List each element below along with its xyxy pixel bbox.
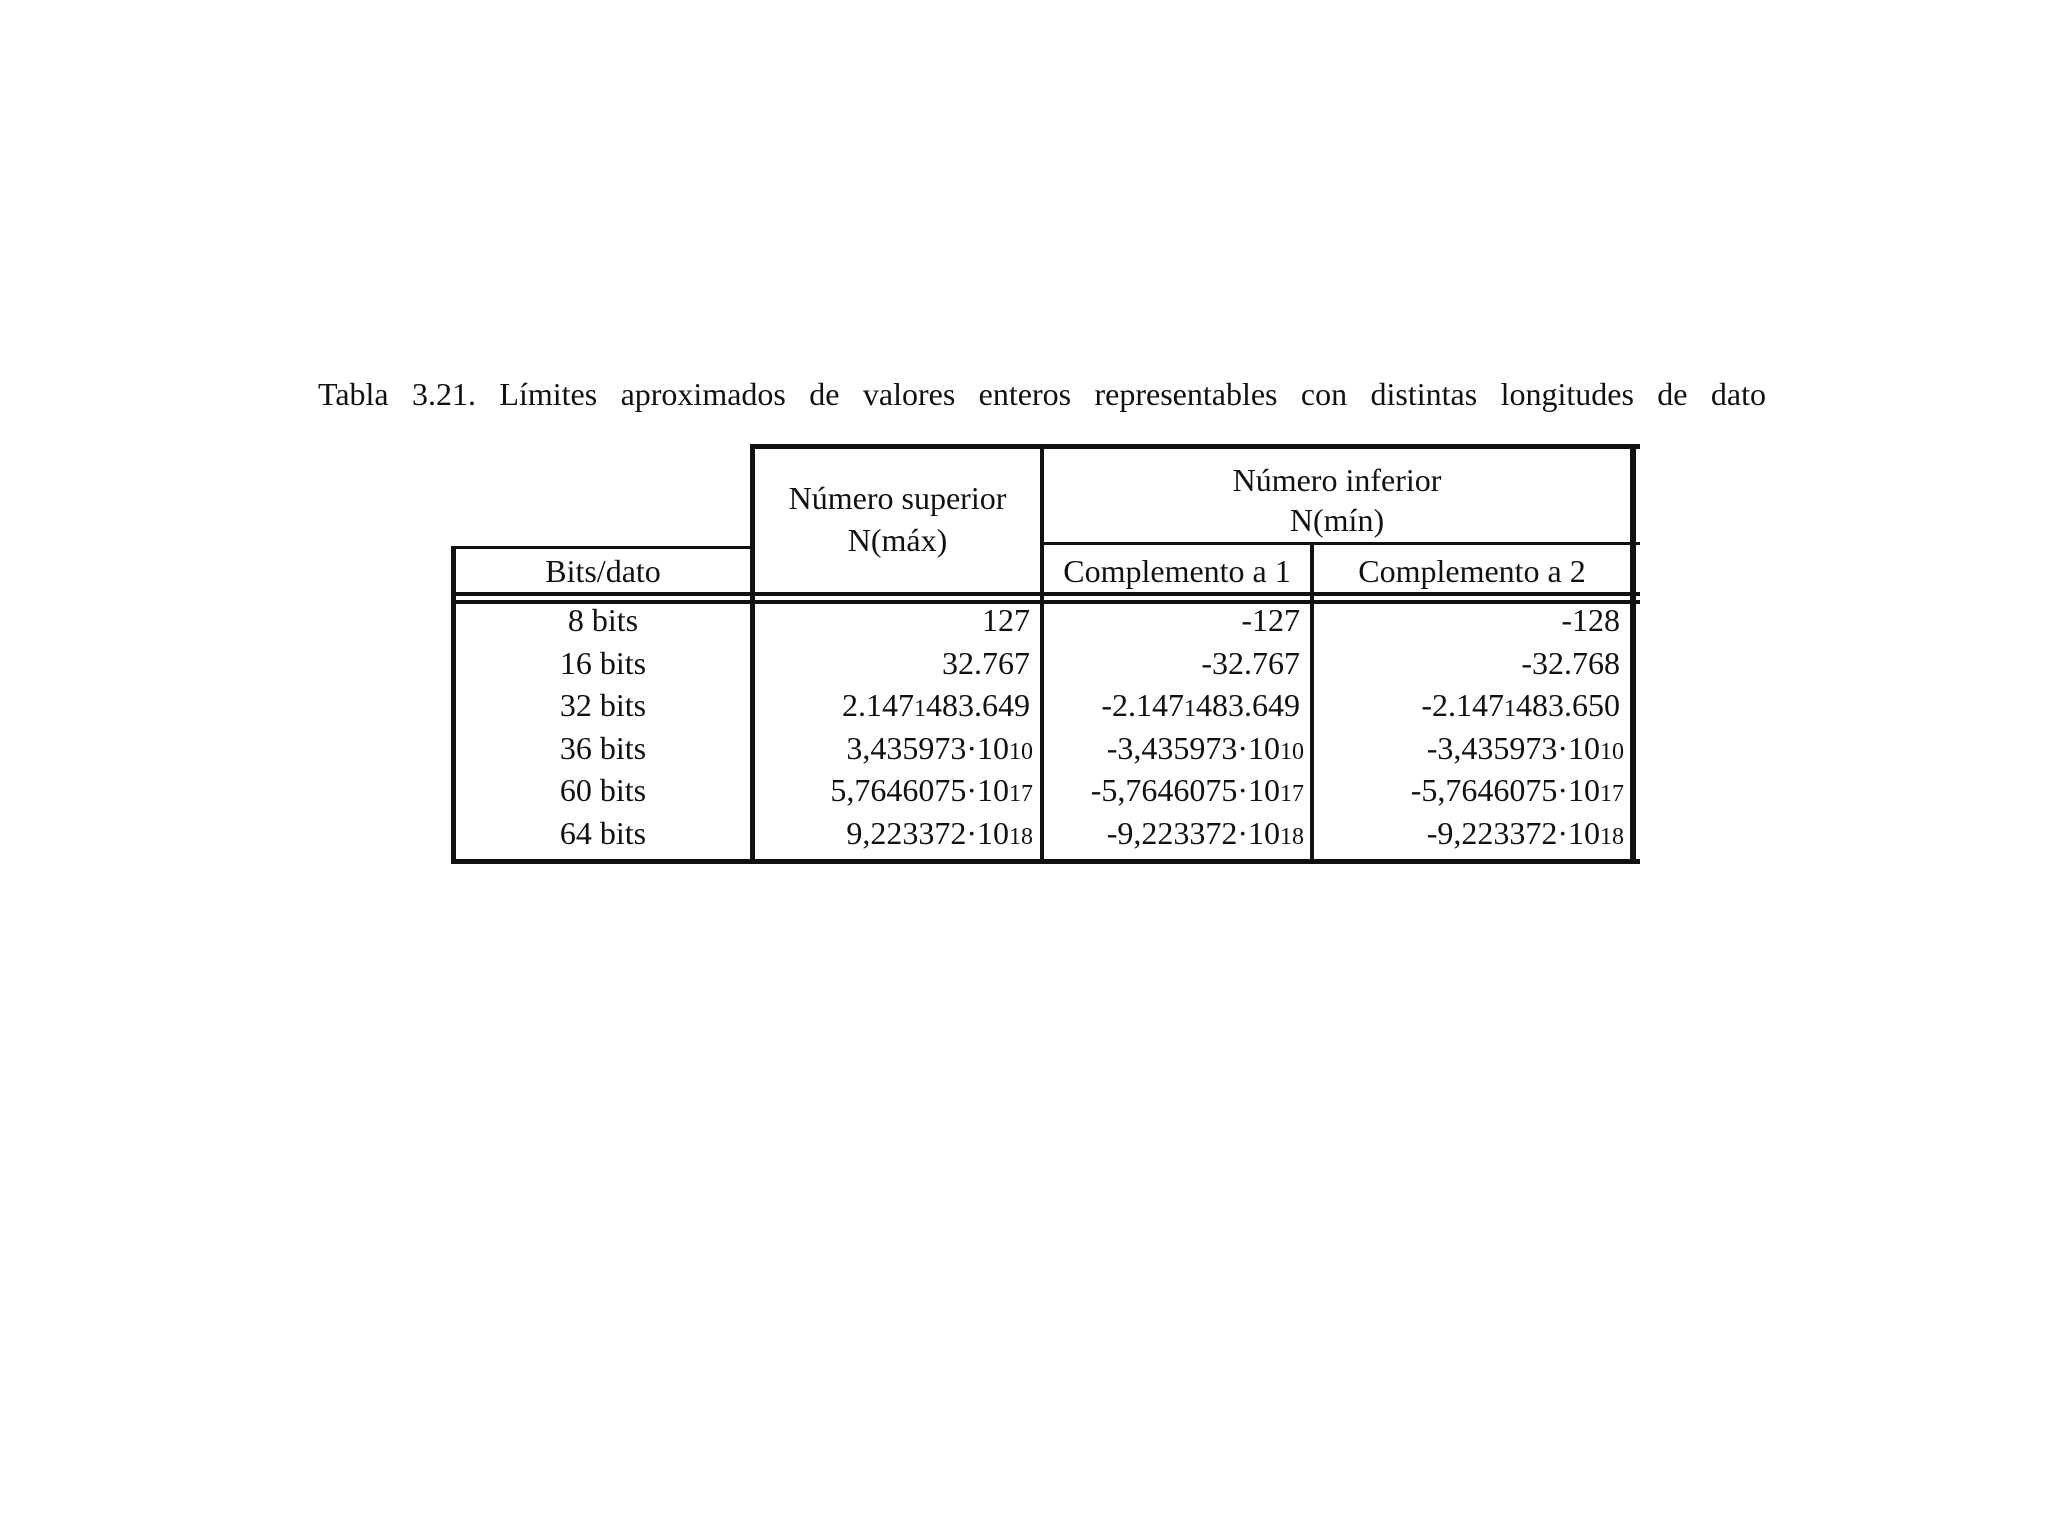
- cell-comp1: -32.767: [1201, 645, 1300, 681]
- cell-comp1: -2.1471483.649: [1101, 687, 1300, 723]
- header-upper-line2: N(máx): [847, 522, 948, 558]
- cell-comp1: -9,223372·1018: [1106, 815, 1304, 851]
- cell-max: 32.767: [942, 645, 1030, 681]
- cell-comp2: -3,435973·1010: [1426, 730, 1624, 766]
- table-rule: [1630, 444, 1636, 864]
- table-caption: Tabla 3.21. Límites aproximados de valores enteros representables con distintas longitudes de dato: [318, 376, 1766, 412]
- cell-comp2: -128: [1561, 602, 1620, 638]
- header-bits-per-data: Bits/dato: [545, 553, 661, 589]
- table-rule: [1044, 542, 1640, 545]
- cell-bits: 64 bits: [559, 815, 647, 851]
- cell-bits: 8 bits: [567, 602, 639, 638]
- cell-bits: 32 bits: [559, 687, 647, 723]
- cell-max: 2.1471483.649: [842, 687, 1030, 723]
- table-rule: [451, 859, 1640, 864]
- cell-comp1: -127: [1241, 602, 1300, 638]
- cell-comp2: -2.1471483.650: [1421, 687, 1620, 723]
- table-rule: [451, 592, 1640, 596]
- cell-comp2: -5,7646075·1017: [1410, 772, 1624, 808]
- cell-bits: 60 bits: [559, 772, 647, 808]
- cell-max: 9,223372·1018: [846, 815, 1033, 851]
- cell-max: 127: [982, 602, 1030, 638]
- cell-bits: 36 bits: [559, 730, 647, 766]
- cell-max: 5,7646075·1017: [830, 772, 1033, 808]
- cell-comp1: -3,435973·1010: [1106, 730, 1304, 766]
- table-rule: [451, 546, 751, 549]
- header-complement-2: Complemento a 2: [1358, 553, 1586, 589]
- cell-comp2: -9,223372·1018: [1426, 815, 1624, 851]
- table-rule: [754, 444, 1640, 449]
- header-upper-line1: Número superior: [788, 480, 1007, 516]
- header-lower-line2: N(mín): [1289, 502, 1385, 538]
- cell-comp2: -32.768: [1521, 645, 1620, 681]
- cell-max: 3,435973·1010: [846, 730, 1033, 766]
- cell-comp1: -5,7646075·1017: [1090, 772, 1304, 808]
- header-complement-1: Complemento a 1: [1063, 553, 1291, 589]
- header-lower-line1: Número inferior: [1232, 462, 1442, 498]
- cell-bits: 16 bits: [559, 645, 647, 681]
